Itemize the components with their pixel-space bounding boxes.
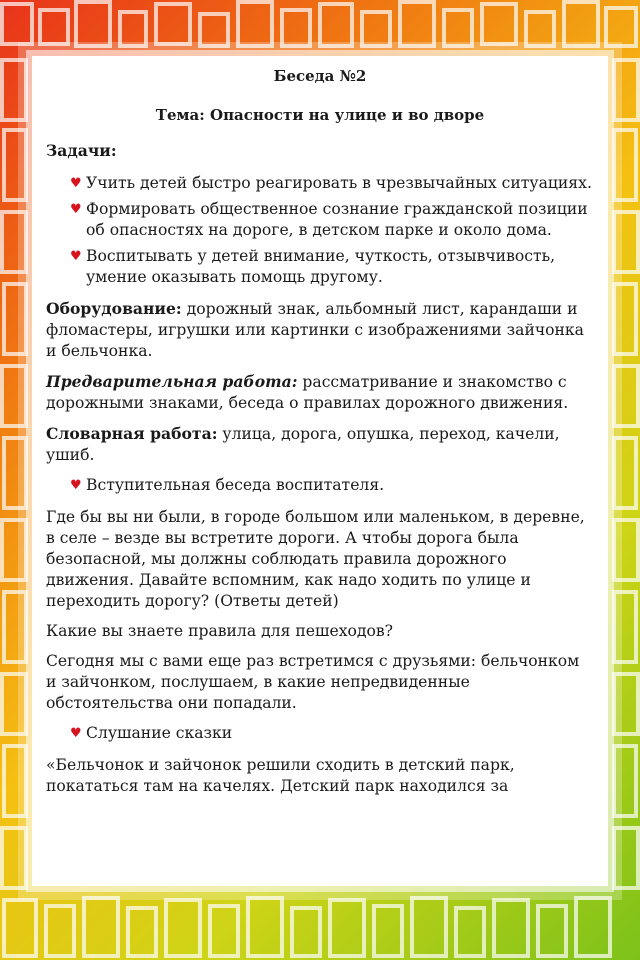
equipment-text: дорожный знак, альбомный лист, карандаши и фломастеры, игрушки или картинки с изображениями зайчонка и бельчонка.: [46, 300, 584, 360]
list-item-text: Формировать общественное сознание гражданской позиции об опасностях на дороге, в детском парке и около дома.: [86, 200, 588, 239]
paragraph-question: Какие вы знаете правила для пешеходов?: [46, 622, 394, 640]
heart-bullet-icon: ♥: [70, 176, 82, 191]
intro-item-text: Вступительная беседа воспитателя.: [86, 476, 385, 494]
document-content: [32, 56, 608, 797]
document-topic: Тема: Опасности на улице и во дворе: [155, 106, 485, 124]
list-item: [70, 173, 594, 194]
document-title: Беседа №2: [273, 67, 367, 85]
listening-item: [46, 723, 594, 744]
paragraph-intro: Где бы вы ни были, в городе большом или маленьком, в деревне, в селе – везде вы встретите дороги. А чтобы дорога была безопасной, мы должны соблюдать правила дорожного движения. Давайте вспомним, как надо ходить по улице и переходить дорогу? (Ответы детей): [46, 508, 585, 610]
intro-item: [46, 475, 594, 496]
heart-bullet-icon: ♥: [70, 478, 82, 493]
heart-bullet-icon: ♥: [70, 202, 82, 217]
vocabulary-text: улица, дорога, опушка, переход, качели, ушиб.: [46, 425, 560, 464]
list-item-text: Воспитывать у детей внимание, чуткость, отзывчивость, умение оказывать помощь другому.: [86, 247, 556, 286]
preliminary-work-label: Предварительная работа:: [46, 372, 298, 391]
equipment-paragraph: [46, 298, 594, 362]
equipment-label: Оборудование:: [46, 299, 182, 318]
document-sheet: [32, 56, 608, 886]
list-item: [70, 246, 594, 288]
vocabulary-paragraph: [46, 423, 594, 466]
preliminary-work-paragraph: [46, 371, 594, 414]
listening-item-text: Слушание сказки: [86, 724, 233, 742]
heart-bullet-icon: ♥: [70, 726, 82, 741]
paragraph-story: «Бельчонок и зайчонок решили сходить в детский парк, покататься там на качелях. Детский парк находился за: [46, 756, 515, 795]
list-item-text: Учить детей быстро реагировать в чрезвычайных ситуациях.: [86, 174, 592, 192]
list-item: [70, 199, 594, 241]
preliminary-work-text: рассматривание и знакомство с дорожными знаками, беседа о правилах дорожного движения.: [46, 373, 569, 412]
paragraph-friends: Сегодня мы с вами еще раз встретимся с друзьями: бельчонком и зайчонком, послушаем, в какие непредвиденные обстоятельства они попадали.: [46, 652, 580, 712]
vocabulary-label: Словарная работа:: [46, 424, 218, 443]
heart-bullet-icon: ♥: [70, 249, 82, 264]
tasks-list: [46, 173, 594, 288]
tasks-heading: Задачи:: [46, 141, 117, 160]
